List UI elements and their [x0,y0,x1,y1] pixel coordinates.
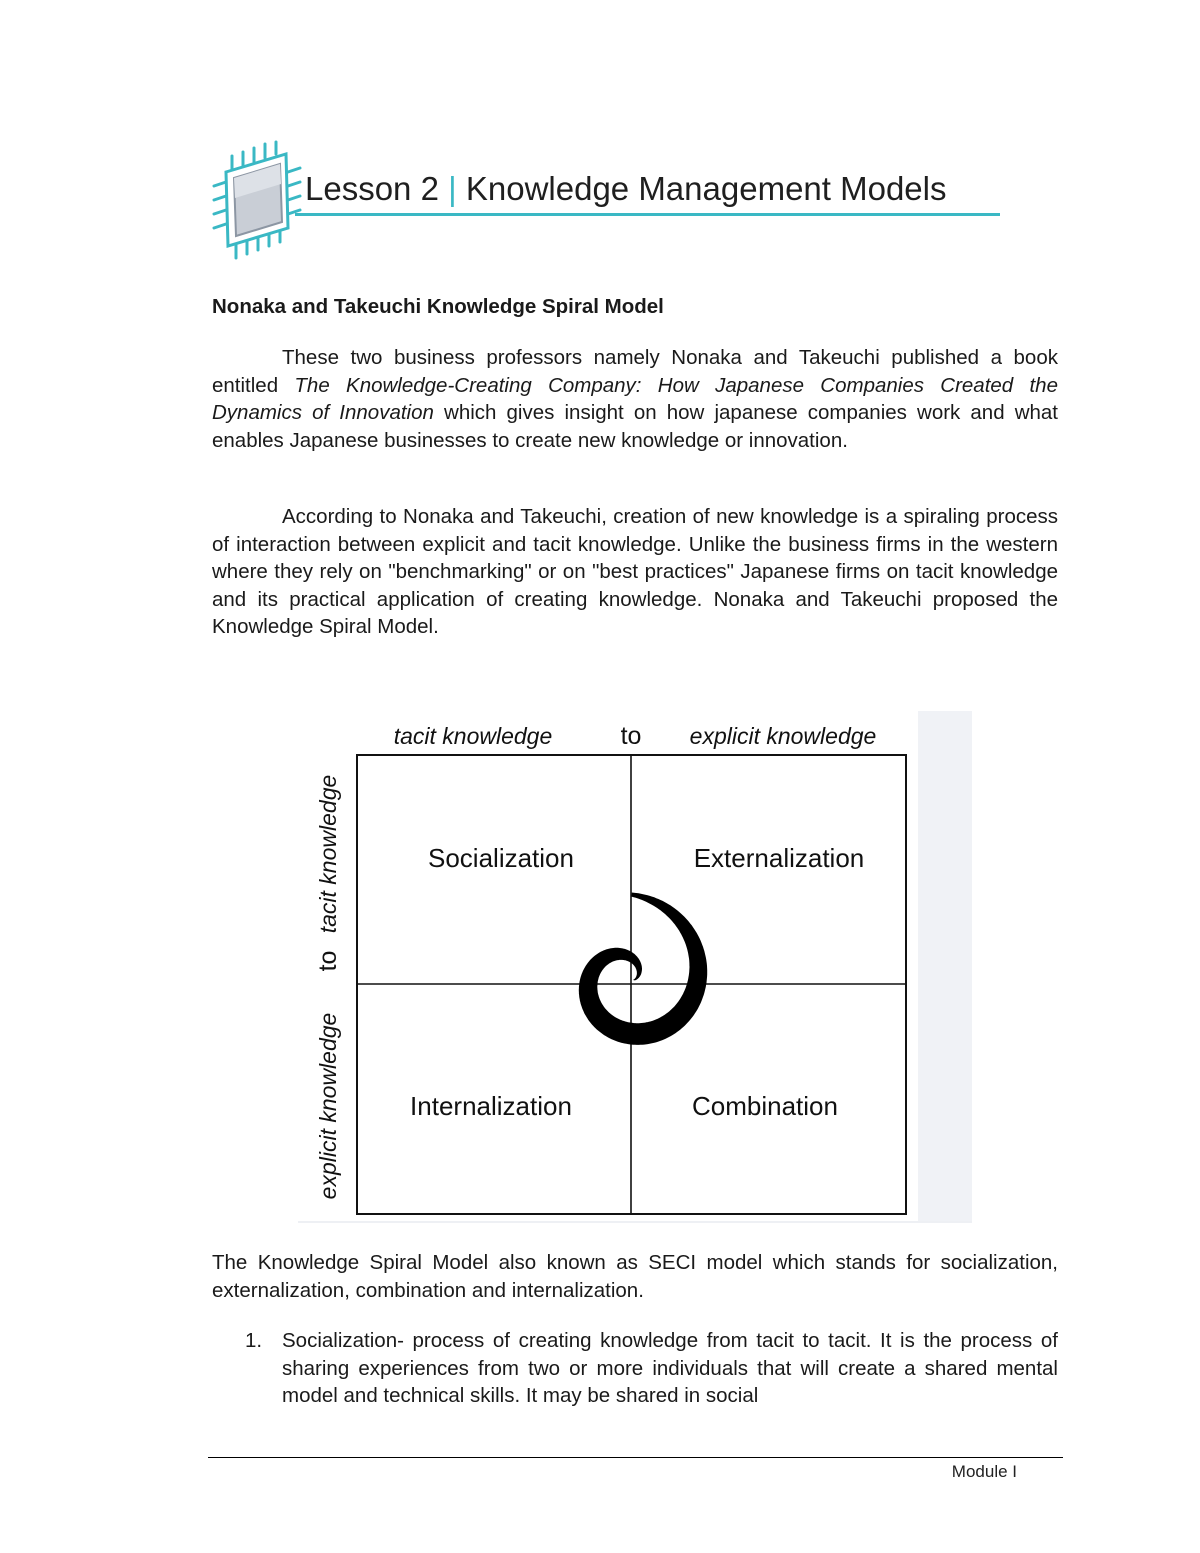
quadrant-externalization: Externalization [693,843,865,873]
seci-diagram [298,711,972,1223]
seci-paragraph: The Knowledge Spiral Model also known as SECI model which stands for socialization, externalization, combination and internalization. [212,1251,1058,1302]
footer-module-label: Module I [951,1462,1017,1481]
lesson-title [305,170,947,208]
list-item [245,1327,1058,1410]
lesson-header [210,140,1010,265]
title-separator: | [448,170,457,207]
top-label-target: explicit knowledge [689,723,877,749]
left-label-target: tacit knowledge [315,774,341,934]
lesson-topic: Knowledge Management Models [465,170,947,207]
intro-paragraph [212,344,1058,454]
seci-steps-list [245,1327,1058,1410]
spiral-paragraph: According to Nonaka and Takeuchi, creation of new knowledge is a spiraling process of interaction between explicit and tacit knowledge. Unlike the business firms in the western where they rely on "benchmarking" or on "best practices" Japanese firms on tacit knowledge and its practical application of creating knowledge. Nonaka and Takeuchi proposed the Knowledge Spiral Model. [212,505,1058,638]
title-underline [295,213,1000,216]
intro-text-after: which gives insight on how japanese companies work and what enables Japanese businesses to create new knowledge or innovation. [212,401,1059,452]
section-title: Nonaka and Takeuchi Knowledge Spiral Model [212,295,664,318]
list-item-text: Socialization- process of creating knowledge from tacit to tacit. It is the process of sharing experiences from two or more individuals that will create a shared mental model and technical skills. It may be shared in social [282,1329,1058,1407]
intro-text-before: These two business professors namely Nonaka and Takeuchi published a book entitled [212,346,1058,397]
lesson-number: Lesson 2 [305,170,439,207]
quadrant-socialization: Socialization [428,843,574,873]
top-label-to: to [620,722,642,750]
left-label-to: to [314,950,342,972]
microchip-icon [210,140,302,262]
left-label-from: explicit knowledge [315,1012,341,1200]
seci-svg [298,711,972,1223]
book-title: The Knowledge-Creating Company: How Japanese Companies Created the Dynamics of Innovation [212,373,1058,424]
list-item-number: 1. [245,1329,263,1352]
quadrant-internalization: Internalization [410,1091,572,1121]
quadrant-combination: Combination [692,1091,838,1121]
knowledge-spiral [579,893,707,1045]
footer-rule [208,1457,1063,1458]
top-label-from: tacit knowledge [393,723,553,749]
